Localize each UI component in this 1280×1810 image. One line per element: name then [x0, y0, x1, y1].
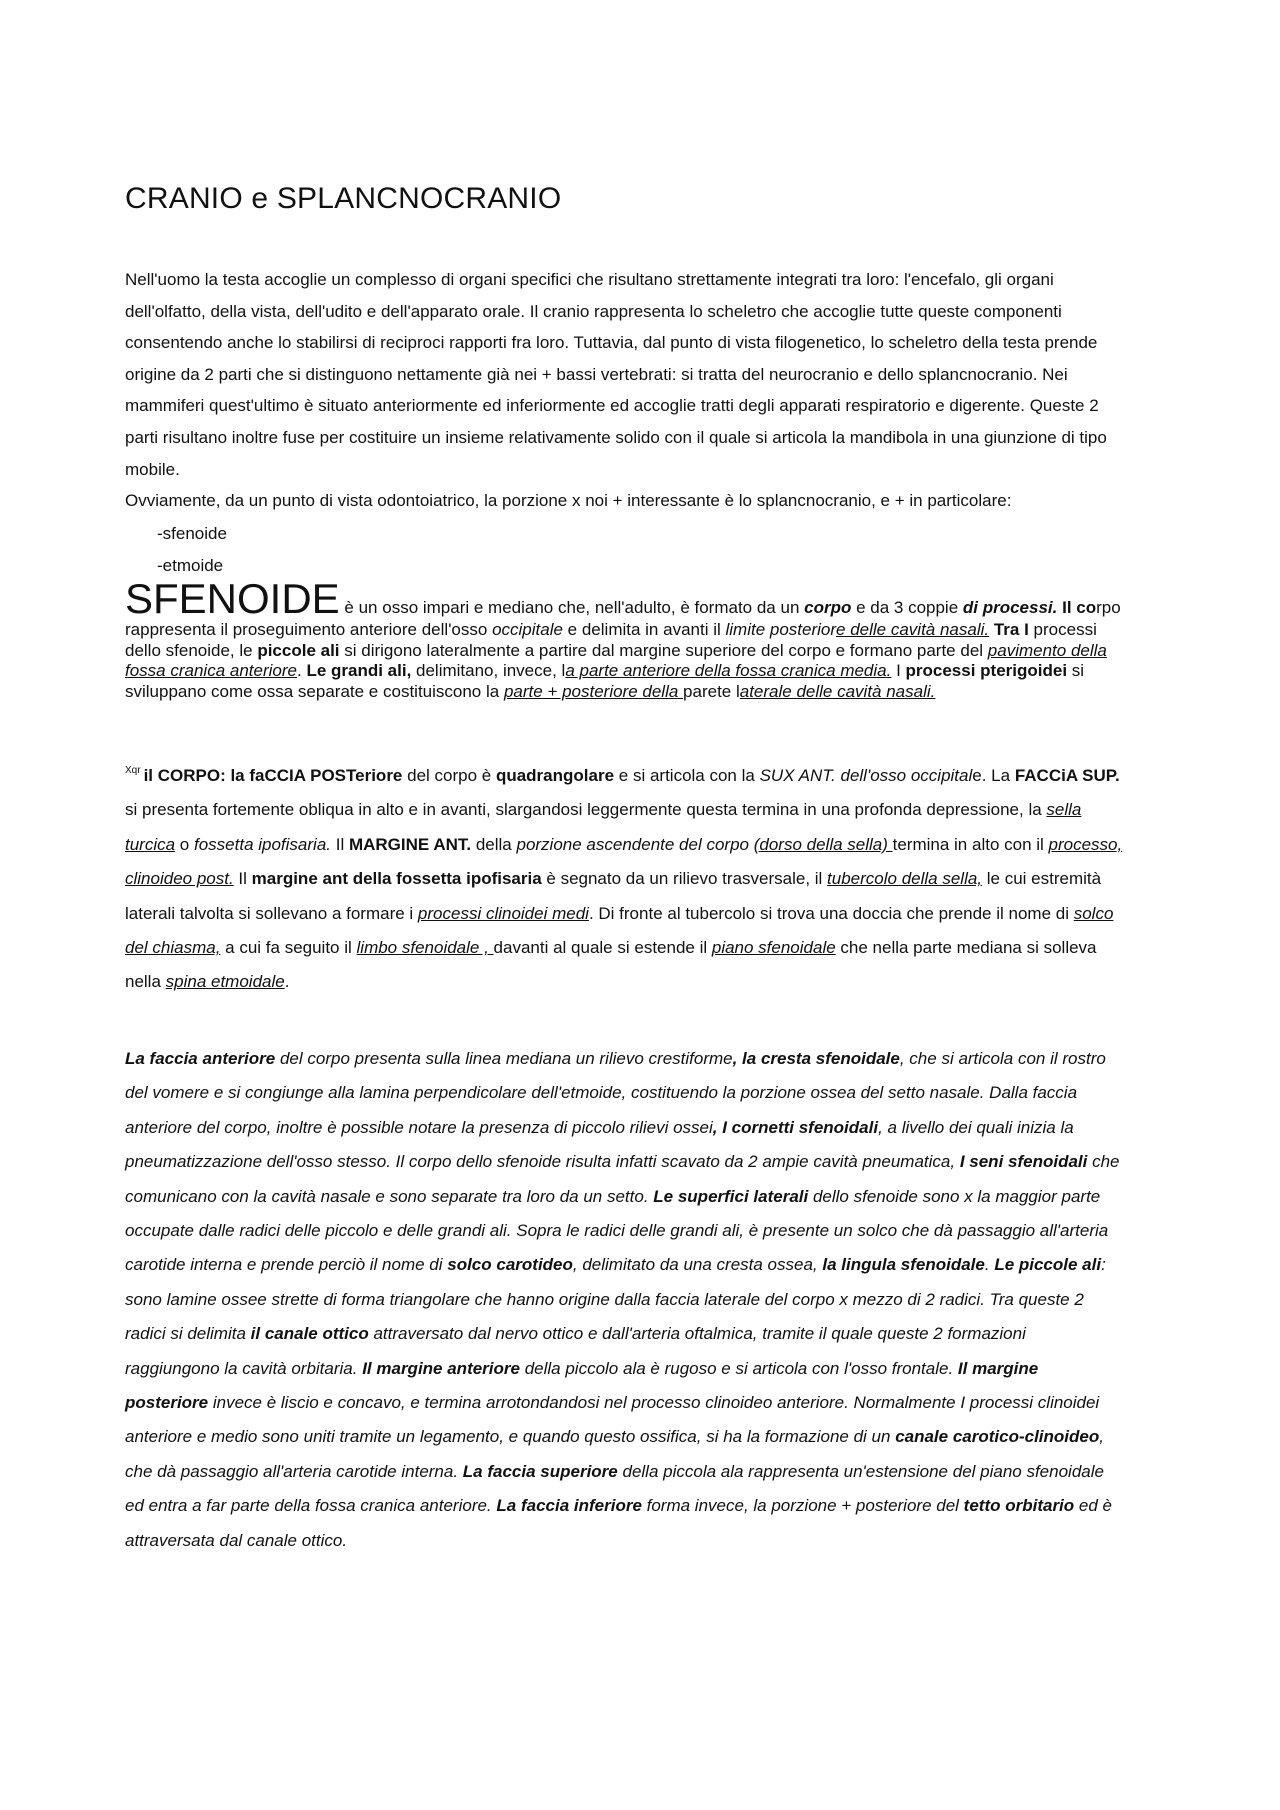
section-heading-corpo: il CORPO: la faCCIA POSTeriore — [143, 766, 403, 785]
term-fossetta: fossetta ipofisaria. — [193, 834, 331, 854]
text-run: davanti al quale si estende il — [493, 938, 712, 958]
text-run: , a livello dei quali inizia la pneumatizzazione dell'osso stesso. Il corpo dello sfenoide risulta infatti scavato da 2 ampie cavità pneumatica, — [125, 1117, 1074, 1172]
term-superfici: Le superfici laterali — [653, 1186, 809, 1206]
text-run: le cui estremità laterali talvolta si sollevano a formare i — [125, 869, 1102, 923]
text-run: è segnato da un rilievo trasversale, il — [541, 869, 828, 889]
term-faccia-inferiore: La faccia inferiore — [496, 1496, 642, 1516]
term-pavimento: pavimento della fossa cranica anteriore — [125, 640, 1107, 680]
term-canale-ottico: il canale ottico — [250, 1324, 369, 1344]
superscript-note: Xqr — [125, 765, 141, 776]
term-grandi-ali: Le grandi ali, — [306, 661, 412, 680]
term-solco-chiasma: solco del chiasma, — [125, 903, 1114, 958]
text-run: Il co — [1057, 598, 1097, 617]
text-run: , che dà passaggio all'arteria carotide interna. — [125, 1427, 1104, 1481]
text-run: e si articola con la — [614, 766, 760, 785]
text-run: che nella parte mediana si solleva nella — [125, 938, 1097, 992]
term-canale-carotico: canale carotico-clinoideo — [895, 1427, 1100, 1447]
term-limite: limite posterior — [725, 620, 837, 639]
term-margine-posteriore: Il margine posteriore — [125, 1358, 1039, 1413]
term-seni: I seni sfenoidali — [959, 1152, 1088, 1172]
text-run: . Di fronte al tubercolo si trova una doccia che prende il nome di — [588, 903, 1074, 923]
text-run: attraversato dal nervo ottico e dall'arteria oftalmica, tramite il quale queste 2 formazioni raggiungono la cavità orbitaria. — [125, 1324, 1026, 1378]
term-pterigoidei: processi pterigoidei — [905, 661, 1068, 680]
text-run: termina in alto con il — [892, 834, 1049, 854]
text-run: , delimitato da una cresta ossea, — [572, 1255, 823, 1275]
term-piano: piano sfenoidale — [711, 938, 836, 958]
term-margine-fossetta: margine ant della fossetta ipofisaria — [251, 869, 542, 889]
term-spina: spina etmoidale — [165, 972, 285, 992]
term-piccole-ali-2: Le piccole ali — [994, 1255, 1102, 1275]
bone-list — [157, 518, 227, 582]
text-run: . — [284, 972, 290, 992]
text-run: delimitano, invece, l — [411, 661, 566, 680]
text-run: invece è liscio e concavo, e termina arrotondandosi nel processo clinoideo anteriore. Normalmente I processi clinoidei anteriore e medio sono uniti tramite un legamento, e quando questo ossifica, si ha la formazione di un — [125, 1393, 1100, 1447]
text-run: si dirigono lateralmente a partire dal margine superiore del corpo e formano parte del — [339, 640, 988, 660]
term-cornetti: , I cornetti sfenoidali — [712, 1117, 879, 1137]
text-run: rpo rappresenta il proseguimento anteriore dell'osso — [125, 598, 1121, 639]
intro-paragraph — [125, 264, 1125, 517]
text-run: e. La — [972, 766, 1015, 785]
sfenoide-heading: SFENOIDE — [125, 575, 340, 622]
term-laterale: aterale delle cavità nasali. — [739, 681, 936, 701]
text-run: della piccolo ala è rugoso e si articola con l'osso frontale. — [519, 1358, 958, 1378]
term-tubercolo: tubercolo della sella, — [827, 869, 983, 889]
term-limbo: limbo sfenoidale , — [356, 938, 494, 958]
term-corpo: corpo — [804, 598, 852, 617]
sfenoide-paragraph — [125, 575, 1125, 702]
text-run: Tra I — [993, 620, 1029, 639]
text-run: ed è attraversata dal canale ottico. — [125, 1496, 1112, 1550]
text-run: . — [296, 661, 307, 680]
text-run: : sono lamine ossee strette di forma triangolare che hanno origine dalla faccia laterale del corpo x mezzo di 2 radici. Tra queste 2 radici si delimita — [125, 1255, 1106, 1344]
term-faccia-anteriore: La faccia anteriore — [125, 1049, 276, 1068]
text-run: si sviluppano come ossa separate e costituiscono la — [125, 661, 1085, 701]
text-run: dello sfenoide sono x la maggior parte occupate dalle radici delle piccolo e delle grandi ali. Sopra le radici delle grandi ali, è presente un solco che dà passaggio all'arteria carotide interna e prende perciò il nome di — [125, 1186, 1109, 1275]
document-title: CRANIO e SPLANCNOCRANIO — [125, 182, 562, 215]
text-run: e da 3 coppie — [851, 598, 963, 617]
text-run: . — [984, 1255, 995, 1275]
text-run: del corpo è — [402, 766, 496, 785]
text-run: Il — [331, 834, 349, 854]
term-processi: di processi. — [962, 598, 1058, 617]
list-item-sfenoide: -sfenoide — [157, 524, 227, 543]
intro-text: Nell'uomo la testa accoglie un complesso di organi specifici che risultano strettamente integrati tra loro: l'encefalo, gli organi dell'olfatto, della vista, dell'udito e dell'apparato orale. Il cranio rappresenta lo scheletro che accoglie tutte queste componenti consentendo anche lo stabilirsi di reciproci rapporti fra loro. Tuttavia, dal punto di vista filogenetico, lo scheletro della testa prende origine da 2 parti che si distinguono nettamente già nei + bassi vertebrati: si tratta del neurocranio e dello splancnocranio. Nei mammiferi quest'ultimo è situato anteriormente ed inferiormente ed accoglie tratti degli apparati respiratorio e digerente. Queste 2 parti risultano inoltre fuse per costituire un insieme relativamente solido con il quale si articola la mandibola in una giunzione di tipo mobile. — [125, 270, 1107, 479]
text-run: , che si articola con il rostro del vomere e si congiunge alla lamina perpendicolare dell'etmoide, costituendo la porzione ossea del setto nasale. Dalla faccia anteriore del corpo, inoltre è possible notare la presenza di piccolo rilievi ossei — [125, 1049, 1106, 1137]
text-run: parete l — [683, 681, 740, 701]
corpo-paragraph — [125, 754, 1125, 1000]
term-clinoidei-medi: processi clinoidei medi — [417, 903, 589, 923]
term-parte-anteriore: a parte anteriore della fossa cranica media. — [565, 661, 892, 680]
text-run: della — [471, 834, 517, 854]
term-lingula: la lingula sfenoidale — [822, 1255, 985, 1275]
term-margine-anteriore: Il margine anteriore — [362, 1358, 520, 1378]
term-sella-turcica: sella turcica — [125, 800, 1082, 854]
term-sux-ant: SUX ANT. dell'osso occipital — [759, 766, 973, 785]
faccia-paragraph — [125, 1042, 1125, 1558]
text-run: I — [891, 661, 906, 680]
term-parte-posteriore: parte + posteriore della — [503, 681, 684, 701]
text-run: e delimita in avanti il — [562, 620, 726, 639]
term-dorso: (dorso della sella) — [753, 834, 893, 854]
term-limite-underlined: e delle cavità nasali. — [836, 620, 990, 639]
term-quadrangolare: quadrangolare — [495, 766, 615, 785]
term-solco-carotideo: solco carotideo — [447, 1255, 573, 1275]
term-margine-ant: MARGINE ANT. — [348, 834, 472, 854]
intro-text-2: Ovviamente, da un punto di vista odontoiatrico, la porzione x noi + interessante è lo splancnocranio, e + in particolare: — [125, 491, 1012, 511]
term-faccia-superiore: La faccia superiore — [462, 1461, 618, 1481]
term-faccia-sup: FACCiA SUP. — [1014, 766, 1120, 785]
term-occipitale: occipitale — [492, 620, 563, 639]
text-run: del corpo presenta sulla linea mediana un rilievo crestiforme — [275, 1049, 733, 1068]
term-processo: processo, clinoideo post. — [125, 834, 1123, 889]
term-piccole-ali: piccole ali — [257, 640, 340, 660]
text-run: Il — [233, 869, 252, 889]
term-porzione: porzione ascendente del corpo — [516, 834, 754, 854]
text-run: o — [175, 834, 194, 854]
text-run: a cui fa seguito il — [220, 938, 357, 958]
text-run: è un osso impari e mediano che, nell'adulto, è formato da un — [339, 598, 805, 617]
term-tetto: tetto orbitario — [963, 1496, 1075, 1516]
text-run: della piccola ala rappresenta un'estensione del piano sfenoidale ed entra a far parte della fossa cranica anteriore. — [125, 1461, 1104, 1516]
text-run: processi dello sfenoide, le — [125, 620, 1097, 660]
list-item-etmoide: -etmoide — [157, 556, 224, 575]
text-run: si presenta fortemente obliqua in alto e in avanti, slargandosi leggermente questa termina in una profonda depressione, la — [125, 800, 1047, 820]
text-run: forma invece, la porzione + posteriore del — [641, 1496, 964, 1516]
term-cresta: , la cresta sfenoidale — [732, 1049, 900, 1068]
text-run: che comunicano con la cavità nasale e sono separate tra loro da un setto. — [125, 1152, 1120, 1206]
